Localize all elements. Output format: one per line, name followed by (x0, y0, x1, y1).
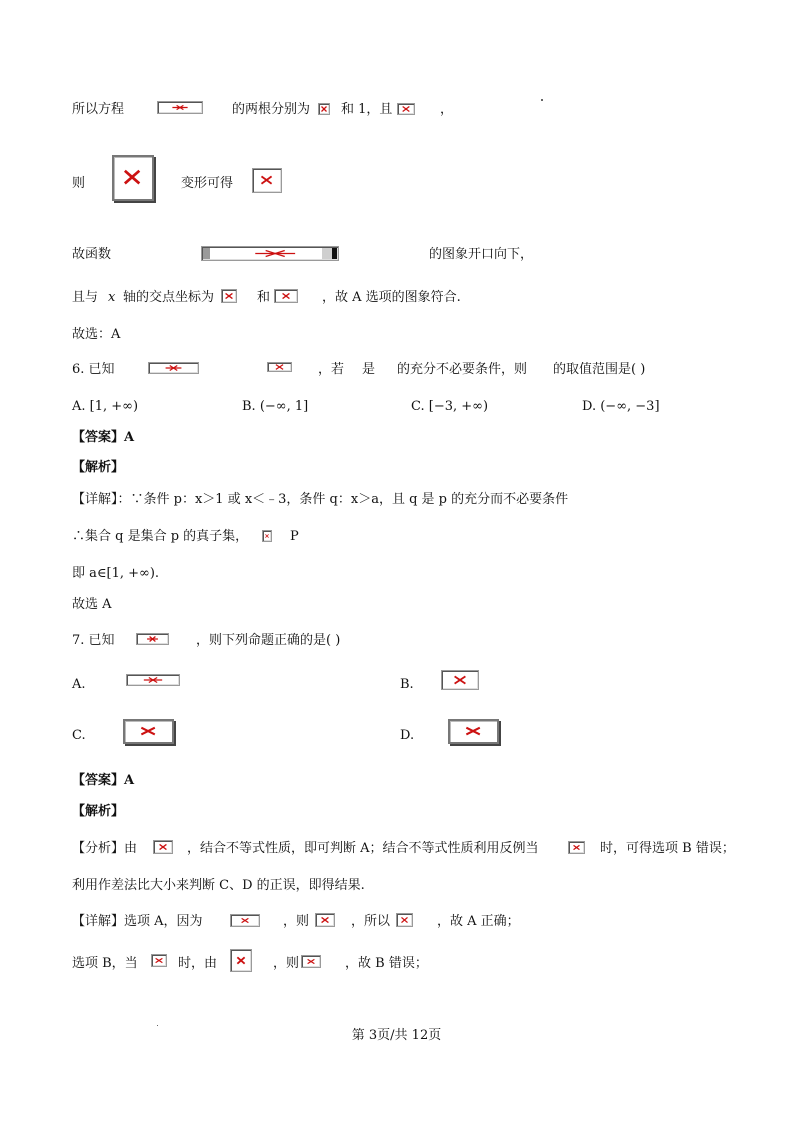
option-a: A. (72, 677, 86, 692)
broken-image-icon (262, 530, 272, 542)
variable-x: x (108, 290, 116, 305)
broken-image-icon (301, 955, 321, 968)
option-c: C. (72, 728, 86, 743)
text-line: 故函数 (72, 247, 112, 262)
text-line: 的充分不必要条件，则 (397, 362, 528, 377)
text-line: ∴集合 q 是集合 p 的真子集， (72, 529, 249, 544)
text-line: ， (440, 102, 454, 117)
broken-image-icon (221, 289, 237, 303)
stray-dot (541, 99, 543, 101)
broken-image-icon (396, 913, 413, 927)
text-line: P (290, 529, 299, 544)
text-line: ，若 (318, 362, 345, 377)
broken-image-icon (136, 633, 169, 645)
text-line: ，则 (283, 914, 310, 929)
analysis-label: 【解析】 (72, 460, 125, 475)
option-b: B. (−∞, 1] (242, 399, 309, 414)
broken-image-icon (112, 155, 154, 201)
question-6: 6. 已知 (72, 362, 115, 377)
broken-image-icon (126, 674, 180, 686)
analysis-label: 【解析】 (72, 804, 125, 819)
text-line: 和 (257, 290, 271, 305)
broken-image-icon (397, 103, 415, 115)
answer-label: 【答案】A (72, 773, 135, 788)
text-line: 所以方程 (72, 102, 125, 117)
text-line: ，结合不等式性质，即可判断 A；结合不等式性质利用反例当 (187, 841, 539, 856)
broken-image-icon (230, 949, 252, 972)
text-line: 的图象开口向下， (429, 247, 534, 262)
option-d: D. (400, 728, 415, 743)
text-line: 故选：A (72, 327, 121, 342)
text-line: 【详解】：∵条件 p：x＞1 或 x＜﹣3，条件 q：x＞a，且 q 是 p 的充分而不必要条件 (72, 492, 569, 507)
text-line: ，故 A 选项的图象符合. (322, 290, 461, 305)
text-line: ，所以 (351, 914, 391, 929)
broken-image-icon (157, 101, 203, 114)
text-line: ，故 B 错误； (345, 956, 428, 971)
broken-image-icon (267, 362, 292, 372)
text-line: 变形可得 (181, 176, 234, 191)
text-line: 且与 (72, 290, 99, 305)
text-line: 轴的交点坐标为 (123, 290, 215, 305)
broken-image-icon (252, 168, 282, 193)
answer-label: 【答案】A (72, 430, 135, 445)
text-line: 和 1，且 (341, 102, 393, 117)
text-line: 的两根分别为 (232, 102, 311, 117)
text-line: 【分析】由 (72, 841, 138, 856)
broken-image-icon (230, 914, 260, 927)
option-a: A. [1, +∞) (72, 399, 139, 414)
option-c: C. [−3, +∞) (411, 399, 489, 414)
broken-image-icon (315, 913, 335, 927)
question-7: 7. 已知 (72, 633, 115, 648)
text-line: 选项 B，当 (72, 956, 138, 971)
text-line: 的取值范围是( ) (553, 362, 646, 377)
text-line: ，故 A 正确； (437, 914, 520, 929)
text-line: 时，可得选项 B 错误； (600, 841, 735, 856)
page-footer: 第 3页/共 12页 (351, 1028, 442, 1043)
text-line: ，则 (273, 956, 300, 971)
broken-image-icon (318, 103, 330, 115)
broken-image-icon (153, 840, 173, 854)
text-line: 【详解】选项 A，因为 (72, 914, 203, 929)
text-line: 利用作差法比大小来判断 C、D 的正误，即得结果. (72, 878, 365, 893)
text-line: 是 (362, 362, 376, 377)
broken-image-icon (274, 289, 298, 303)
broken-image-icon (201, 246, 339, 261)
broken-image-icon (123, 719, 174, 744)
option-d: D. (−∞, −3] (582, 399, 660, 414)
broken-image-icon (568, 841, 585, 854)
text-line: 即 a∈[1, +∞). (72, 566, 160, 581)
text-line: 故选 A (72, 597, 112, 612)
text-line: 时，由 (178, 956, 218, 971)
option-b: B. (400, 677, 414, 692)
broken-image-icon (441, 670, 479, 690)
text-line: ，则下列命题正确的是( ) (196, 633, 341, 648)
text-line: 则 (72, 176, 86, 191)
broken-image-icon (148, 362, 199, 374)
broken-image-icon (448, 719, 499, 744)
broken-image-icon (151, 954, 167, 967)
